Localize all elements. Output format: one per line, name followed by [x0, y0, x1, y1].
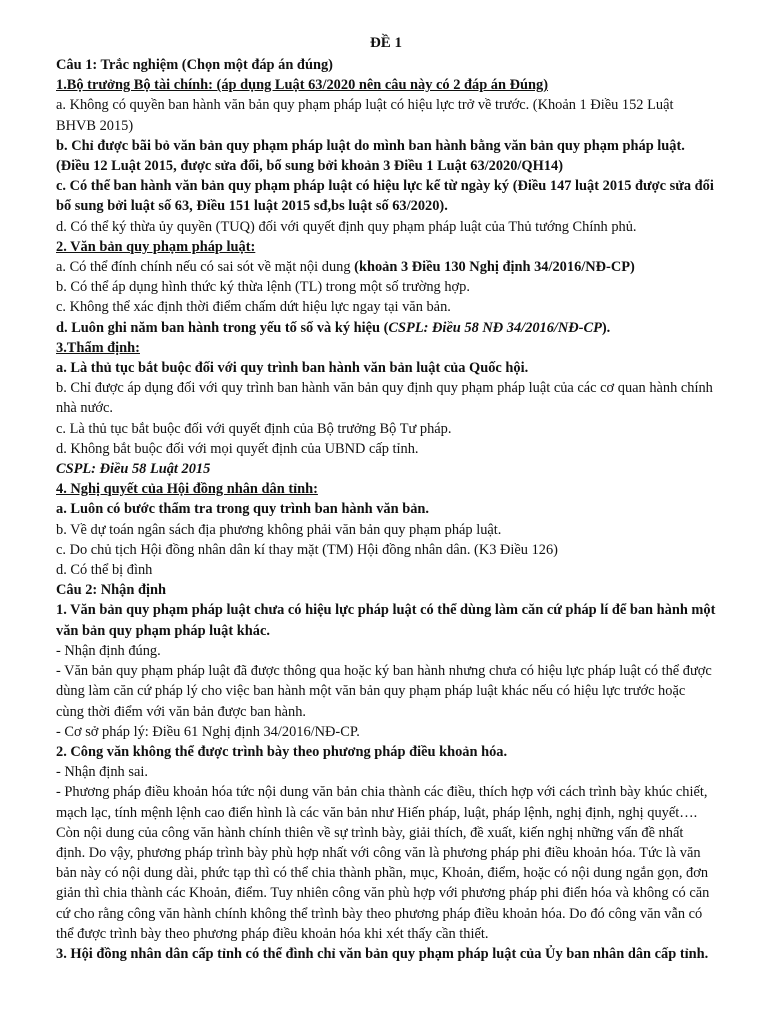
item-3-heading: 3.Thẩm định: — [56, 339, 140, 356]
item-2-option-a-text: a. Có thể đính chính nếu có sai sót về mặt nội dung — [56, 259, 355, 276]
item-1-option-c: c. Có thể ban hành văn bản quy phạm pháp luật có hiệu lực kể từ ngày ký (Điều 147 luật 2015 được sửa đổi bổ sung bởi luật số 63, Điều 151 luật 2015 sđ,bs luật số 63/2020). — [56, 178, 714, 215]
document-title: ĐỀ 1 — [369, 35, 403, 51]
item-2-option-d-text: d. Luôn ghi năm ban hành trong yếu tố số và ký hiệu ( — [56, 319, 389, 336]
statement-1-verdict: - Nhận định đúng. — [56, 642, 161, 659]
item-4-option-b: b. Về dự toán ngân sách địa phương không phải văn bản quy phạm pháp luật. — [56, 521, 502, 538]
item-3-option-b: b. Chỉ được áp dụng đối với quy trình ban hành văn bản quy định quy phạm pháp luật của các cơ quan hành chính nhà nước. — [56, 380, 713, 417]
item-2-option-a — [56, 257, 716, 277]
item-2-heading: 2. Văn bản quy phạm pháp luật: — [56, 238, 256, 255]
item-1-option-d: d. Có thể ký thừa ủy quyền (TUQ) đối với quyết định quy phạm pháp luật của Thủ tướng Chính phủ. — [56, 218, 637, 235]
item-3-option-c: c. Là thủ tục bắt buộc đối với quyết định của Bộ trưởng Bộ Tư pháp. — [56, 420, 452, 437]
item-4-option-d: d. Có thể bị đình — [56, 562, 153, 579]
item-1-option-b: b. Chỉ được bãi bỏ văn bản quy phạm pháp luật do mình ban hành bằng văn bản quy phạm pháp luật. (Điều 12 Luật 2015, được sửa đổi, bổ sung bởi khoản 3 Điều 1 Luật 63/2020/QH14) — [56, 137, 685, 175]
item-1-option-a: a. Không có quyền ban hành văn bản quy phạm pháp luật có hiệu lực trở về trước. (Khoản 1 Điều 152 Luật BHVB 2015) — [56, 97, 674, 134]
item-2-option-b: b. Có thể áp dụng hình thức ký thừa lệnh (TL) trong một số trường hợp. — [56, 279, 470, 296]
item-3-option-d: d. Không bắt buộc đối với mọi quyết định của UBND cấp tỉnh. — [56, 440, 419, 457]
item-2-option-c: c. Không thể xác định thời điểm chấm dứt hiệu lực ngay tại văn bản. — [56, 299, 451, 316]
statement-1: 1. Văn bản quy phạm pháp luật chưa có hiệu lực pháp luật có thể dùng làm căn cứ pháp lí để ban hành một văn bản quy phạm pháp luật khác. — [56, 602, 716, 639]
item-4-option-a: a. Luôn có bước thẩm tra trong quy trình ban hành văn bản. — [56, 501, 429, 518]
question-2-heading: Câu 2: Nhận định — [56, 582, 166, 599]
item-1-heading: 1.Bộ trưởng Bộ tài chính: (áp dụng Luật 63/2020 nên câu này có 2 đáp án Đúng) — [56, 77, 548, 94]
item-2-option-a-reference: (khoản 3 Điều 130 Nghị định 34/2016/NĐ-CP) — [354, 259, 635, 276]
item-2-option-d-reference: CSPL: Điều 58 NĐ 34/2016/NĐ-CP — [388, 319, 602, 336]
item-3-option-a: a. Là thủ tục bắt buộc đối với quy trình ban hành văn bản luật của Quốc hội. — [56, 360, 529, 377]
statement-1-legal-basis: - Cơ sở pháp lý: Điều 61 Nghị định 34/2016/NĐ-CP. — [56, 723, 360, 740]
statement-2-verdict: - Nhận định sai. — [56, 764, 148, 781]
statement-3: 3. Hội đồng nhân dân cấp tỉnh có thể đình chỉ văn bản quy phạm pháp luật của Ủy ban nhân dân cấp tỉnh. — [56, 945, 709, 962]
statement-2: 2. Công văn không thể được trình bày theo phương pháp điều khoản hóa. — [56, 743, 508, 760]
statement-1-explanation: - Văn bản quy phạm pháp luật đã được thông qua hoặc ký ban hành nhưng chưa có hiệu lực pháp luật có thể được dùng làm căn cứ pháp lý cho việc ban hành một văn bản quy phạm pháp luật khác nếu có hiệu lực trước hoặc cùng thời điểm với văn bản được ban hành. — [56, 663, 712, 720]
item-2-option-d — [56, 318, 716, 338]
item-4-heading: 4. Nghị quyết của Hội đồng nhân dân tỉnh: — [56, 481, 318, 498]
item-4-option-c: c. Do chủ tịch Hội đồng nhân dân kí thay mặt (TM) Hội đồng nhân dân. (K3 Điều 126) — [56, 541, 558, 558]
statement-2-explanation: - Phương pháp điều khoản hóa tức nội dung văn bản chia thành các điều, thích hợp với cách trình bày khúc chiết, mạch lạc, tính mệnh lệnh cao điển hình là các văn bản như Hiến pháp, luật, pháp lệnh, nghị định, nghị quyết…. Còn nội dung của công văn hành chính thiên về sự trình bày, giải thích, đề xuất, kiến nghị những vấn đề nhất định. Do vậy, phương pháp trình bày phù hợp nhất với công văn là phương pháp phi điều khoản hóa. Tức là văn bản này có nội dung dài, phức tạp thì có thể chia thành phần, mục, Khoản, điểm, hoặc có nội dung ngắn gọn, đơn giản thì chia thành các Khoản, điểm. Tuy nhiên công văn phù hợp với phương pháp phi điển hóa và không có căn cứ cho rằng công văn hành chính không thể trình bày theo phương pháp điều khoản hóa. Do đó công văn vẫn có thể được trình bày theo phương pháp điều khoản hóa khi xét thấy cần thiết. — [56, 784, 710, 942]
item-2-option-d-end: ). — [601, 319, 611, 336]
item-3-legal-basis: CSPL: Điều 58 Luật 2015 — [56, 461, 211, 478]
question-1-heading: Câu 1: Trắc nghiệm (Chọn một đáp án đúng) — [56, 57, 333, 73]
